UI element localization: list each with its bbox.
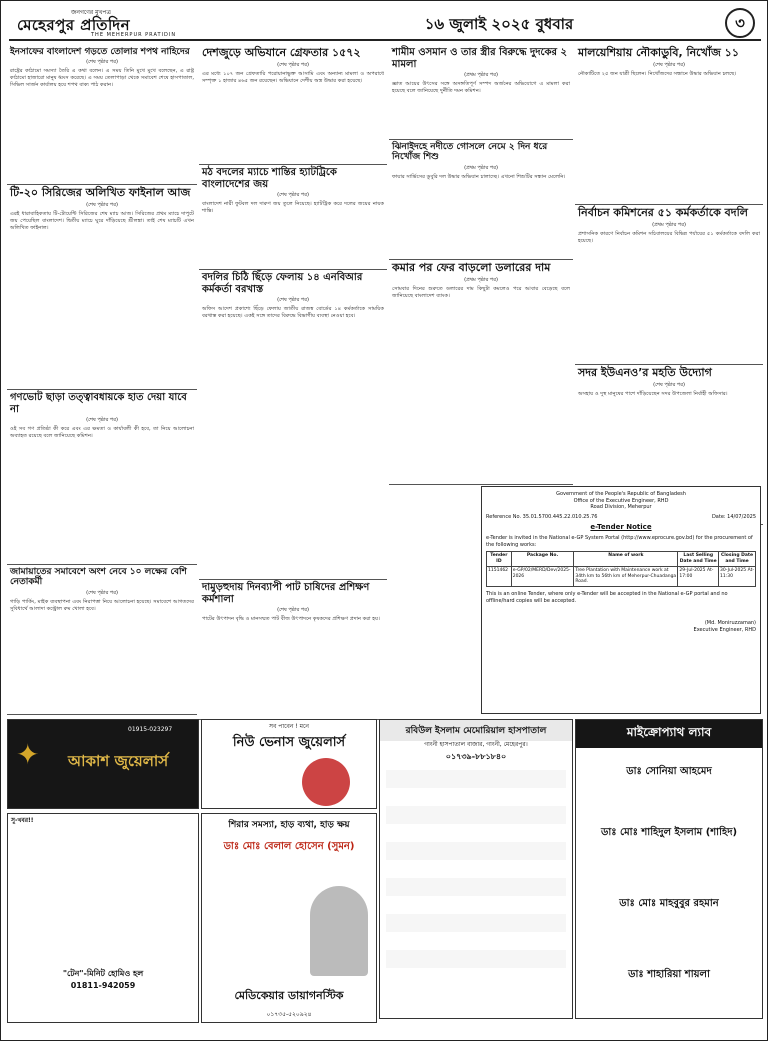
story-body: অফিস আদেশ প্রকাশ্যে ছিঁড়ে ফেলায় জাতীয় রাজস্ব বোর্ডের ১৪ কর্মকর্তাকে সাময়িক বরখাস্ত করা হয়েছে। একই সঙ্গে তাদের বিরুদ্ধে বিভাগীয় ব্যবস্থা নেওয়া হবে। [202, 306, 384, 320]
doctor-name: ডাঃ সোনিয়া আহমেদ [626, 766, 712, 777]
ad-akash-jewellers [7, 719, 199, 809]
person-photo [302, 758, 350, 806]
continuation-note: (শেষ পৃষ্ঠার পর) [653, 381, 685, 388]
ad-hospital [379, 719, 573, 1019]
masthead [9, 7, 761, 41]
story [7, 45, 197, 185]
tender-header-line: Government of the People's Republic of Bangladesh [556, 491, 686, 497]
continuation-note: (শেষ পৃষ্ঠার পর) [86, 201, 118, 208]
story [199, 45, 387, 165]
headline: মঠ বদলের ম্যাচে শান্তির হ্যাটট্রিকে বাংলাদেশের জয় [202, 167, 337, 190]
story-body: ওই সব গণ প্রতিষ্ঠা কী করে এবং এর ক্ষমতা ও কার্যাবলী কী হবে, তা নিয়ে আলোচনা অব্যাহত রয়েছে বলে জানিয়েছে কমিশন। [10, 426, 194, 440]
story-body: গাড়ি পার্কিং, মাইক ব্যবস্থাপনা এবং নিরাপত্তা নিয়ে আলোচনা হয়েছে। সমাবেশে আগতদের সুবিধার্থে আলাদা কন্ট্রোল রুম খোলা হবে। [10, 598, 194, 612]
headline: শামীম ওসমান ও তার স্ত্রীর বিরুদ্ধে দুদকের ২ মামলা [392, 47, 568, 70]
story-body: এরই ধারাবাহিকতায় টি-টোয়েন্টি সিরিজের শেষ ম্যাচ আজ। সিরিজের প্রথম ম্যাচে দাপুটে জয় পেয়েছিল বাংলাদেশ। দ্বিতীয় ম্যাচে ঘুরে দাঁড়িয়েছে শ্রীলঙ্কা। তাই শেষ ম্যাচটি এখন অলিখিত ফাইনাল। [10, 210, 194, 231]
column-4 [575, 45, 763, 525]
logo-bangla: মেহেরপুর প্রতিদিন [17, 16, 131, 34]
tender-reference: Reference No. 35.01.5700.445.22.010.25.76 [486, 513, 598, 520]
continuation-note: (শেষ পৃষ্ঠার পর) [86, 589, 118, 596]
continuation-note: (প্রথম পৃষ্ঠার পর) [464, 72, 498, 78]
continuation-note: (শেষ পৃষ্ঠার পর) [277, 61, 309, 68]
table-cell: 1151462 [487, 566, 512, 587]
ad-topline: শিরার সমস্যা, হাড় ব্যথা, হাড় ক্ষয় [228, 820, 350, 830]
table-cell: 30-Jul-2025 At-11:30 [719, 566, 756, 587]
story-body: জ্ঞাত আয়ের উৎসের সঙ্গে অসঙ্গতিপূর্ণ সম্পদ অর্জনের অভিযোগে এ মামলা করা হয়েছে বলে জানিয়েছে দুর্নীতি দমন কমিশন। [392, 81, 570, 95]
continuation-note: (প্রথম পৃষ্ঠার পর) [464, 164, 498, 171]
story [575, 45, 763, 205]
table-header: Last Selling Date and Time [678, 552, 719, 567]
headline: টি-২০ সিরিজের অলিখিত ফাইনাল আজ [10, 186, 191, 199]
table-cell: e-GP/02/MERD/Dev/2025-2026 [511, 566, 574, 587]
signatory-title: Executive Engineer, RHD [693, 626, 756, 633]
homeo-phone: 01811-942059 [70, 980, 136, 990]
tender-header-line: Road Division, Meherpur [590, 504, 652, 510]
jewellery-icon: ✦ [16, 738, 40, 771]
ad-new-venus [201, 719, 377, 809]
story [389, 45, 573, 140]
logo-english: THE MEHERPUR PRATIDIN [91, 32, 177, 38]
homeo-name: "টেন"-মিনিট হোমিও হল [62, 968, 144, 978]
story-body: রাষ্ট্রের কাঠামো সমস্যা তৈরি এ কথা বলেন। এ সময় তিনি মুখে মুখে বলেছেন, এ রাষ্ট্র কাঠামো হাজারো মানুষ ধ্বংস করেছে। এ সময় তেলাপাড়া থেকে সমাবেশ শেষে হাসপাতাল, সিভিল সার্জন কার্যালয় হয়ে শপথ বাক্য পাঠ করান। [10, 68, 194, 89]
continuation-note: (প্রথম পৃষ্ঠার পর) [652, 221, 686, 228]
clinic-phone: ০১৭৩৫-৫২০৯২৪ [266, 1011, 312, 1019]
continuation-note: (শেষ পৃষ্ঠার পর) [86, 59, 118, 66]
table-row [487, 566, 756, 587]
table-header: Package No. [511, 552, 574, 567]
hospital-name: রবিউল ইসলাম মেমোরিয়াল হাসপাতাল [380, 720, 572, 741]
page-number: ৩ [725, 8, 755, 38]
story-body: নৌকাটিতে ২৫ জন যাত্রী ছিলেন। নিখোঁজদের সন্ধানে উদ্ধার অভিযান চলছে। [578, 70, 737, 77]
tender-date: Date: 14/07/2025 [711, 513, 756, 520]
ad-tagline: সব পাবেন ! মনে [269, 723, 309, 730]
headline: ইনসাফের বাংলাদেশ গড়তে তোলার শপথ নাহিদের [10, 47, 190, 57]
story [7, 185, 197, 390]
continuation-note: (শেষ পৃষ্ঠার পর) [277, 297, 309, 303]
headline: নির্বাচন কমিশনের ৫১ কর্মকর্তাকে বদলি [578, 206, 748, 219]
continuation-note: (শেষ পৃষ্ঠার পর) [86, 417, 118, 423]
story-body: পাটের উৎপাদন বৃদ্ধি ও মানসম্মত পাট বীজ উৎপাদনে কৃষকদের প্রশিক্ষণ প্রদান করা হয়। [202, 616, 380, 622]
story-body: বাংলাদেশ নারী ফুটবল দল দারুণ জয় তুলে নিয়েছে। হ্যাটট্রিক করে দলের জয়ের নায়ক শান্তি। [202, 201, 384, 215]
story-body: ফায়ার সার্ভিসের ডুবুরি দল উদ্ধার অভিযান চালাচ্ছে। এখনো শিশুটির সন্ধান মেলেনি। [392, 173, 566, 180]
story [199, 270, 387, 580]
headline: কমার পর ফের বাড়লো ডলারের দাম [392, 261, 551, 274]
tender-notice [481, 486, 761, 714]
table-header: Closing Date and Time [719, 552, 756, 567]
story [7, 390, 197, 565]
story [199, 580, 387, 720]
doctor-name: ডাঃ মোঃ শাহিদুল ইসলাম (শাহিদ) [600, 827, 738, 838]
tender-table [486, 551, 756, 587]
ad-dr-belal [201, 813, 377, 1023]
ad-body [8, 828, 198, 968]
headline: মালয়েশিয়ায় নৌকাডুবি, নিখোঁজ ১১ [578, 46, 739, 59]
table-header: Name of work [574, 552, 678, 567]
tender-reference-row [486, 514, 756, 521]
column-2 [199, 45, 387, 720]
story-body: এর মধ্যে ১০৭ জন গ্রেফতারি পরোয়ানাভুক্ত আসামি এবং অন্যান্য মামলা ও অপরাধে সম্পৃক্ত ১ হাজার ৪৬৫ জন রয়েছেন। অভিযানে দেশীয় অস্ত্র উদ্ধার করা হয়েছে। [202, 70, 384, 84]
headline: দেশজুড়ে অভিযানে গ্রেফতার ১৫৭২ [202, 46, 361, 59]
continuation-note: (শেষ পৃষ্ঠার পর) [277, 607, 309, 613]
doctor-name: ডাঃ মোঃ বেলাল হোসেন (সুমন) [223, 841, 355, 852]
continuation-note: (শেষ পৃষ্ঠার পর) [653, 61, 685, 68]
clinic-name: মেডিকেয়ার ডায়াগনস্টিক [234, 989, 344, 1002]
story-body: সোমবার দিনের শুরুতে ডলারের দাম কিছুটা কমলেও পরে আবার বেড়েছে বলে জানিয়েছে বাংলাদেশ ব্যাংক। [392, 285, 570, 299]
story [389, 140, 573, 260]
column-1 [7, 45, 197, 715]
table-header-row [487, 552, 756, 567]
continuation-note: (শেষ পৃষ্ঠার পর) [277, 192, 309, 198]
story-body: প্রশাসনিক কারণে নির্বাচন কমিশন সচিবালয়ের বিভিন্ন পর্যায়ের ৫১ কর্মকর্তাকে বদলি করা হয়েছে। [578, 230, 760, 244]
tagline: জনগণের মুখপত্র [71, 9, 111, 16]
headline: ঝিনাইদহে নদীতে গোসলে নেমে ২ দিন ধরে নিখোঁজ শিশু [392, 142, 548, 163]
headline: জামায়াতের সমাবেশে অংশ নেবে ১০ লক্ষের বেশি নেতাকর্মী [10, 567, 187, 588]
table-cell: 29-Jul-2025 At-17:00 [678, 566, 719, 587]
signatory-name: (Md. Moniruzzaman) [704, 620, 756, 627]
tender-footer: This is an online Tender, where only e-Tender will be accepted in the National e-GP portal and no offline/hard copies will be accepted. [486, 591, 728, 604]
jeweller-name: আকাশ জুয়েলার্স [68, 752, 169, 770]
doctor-list [386, 770, 566, 970]
doctor-name: ডাঃ মোঃ মাহবুবুর রহমান [619, 898, 719, 909]
tender-header-line: Office of the Executive Engineer, RHD [573, 497, 669, 504]
ad-micropath [575, 719, 763, 1019]
ad-name: নিউ ভেনাস জুয়েলার্স [232, 734, 346, 750]
headline: গণভোট ছাড়া তত্ত্বাবধায়কে হাত দেয়া যাবে না [10, 392, 187, 415]
hospital-address: গাংনী হাসপাতাল বাজার, গাংনী, মেহেরপুর। [424, 741, 528, 748]
story-body: অসহায় ও দুস্থ মানুষের পাশে দাঁড়িয়েছেন সদর উপজেলা নির্বাহী অফিসার। [578, 390, 728, 397]
column-3 [389, 45, 573, 485]
table-header: Tender ID [487, 552, 512, 567]
jeweller-phone: 01915-023297 [128, 726, 173, 733]
headline: দামুড়হুদায় দিনব্যাপী পাট চাষিদের প্রশিক্ষণ কর্মশালা [202, 582, 370, 605]
headline: বদলির চিঠি ছিঁড়ে ফেলায় ১৪ এনবিআর কর্মকর্তা বরখাস্ত [202, 272, 363, 295]
doctor-photo [310, 886, 368, 976]
table-cell: Tree Plantation with Maintenance work at 34th km to 56th km of Meherpur-Chuadanga Road. [574, 566, 678, 587]
hospital-phone: ০১৭৩৯-৮৮১৮৪০ [445, 751, 507, 761]
continuation-note: (প্রথম পৃষ্ঠার পর) [464, 276, 498, 283]
story [389, 260, 573, 485]
story [575, 205, 763, 365]
headline: সদর ইউএনও’র মহতি উদ্যোগ [578, 366, 712, 379]
story [7, 565, 197, 715]
tender-intro: e-Tender is invited in the National e-GP System Portal (http://www.eprocure.gov.bd) for the procurement of the following works: [486, 535, 753, 548]
lab-name: মাইক্রোপ্যাথ ল্যাব [576, 720, 762, 748]
story [199, 165, 387, 270]
issue-date: ১৬ জুলাই ২০২৫ বুধবার [424, 15, 574, 33]
ad-label: সু-খবর!! [11, 817, 34, 824]
tender-title: e-Tender Notice [590, 523, 652, 531]
doctor-name: ডাঃ শাহারিয়া শায়লা [628, 969, 710, 980]
ad-ten-minute-homeo [7, 813, 199, 1023]
tender-signature [486, 620, 756, 633]
tender-header [486, 491, 756, 511]
